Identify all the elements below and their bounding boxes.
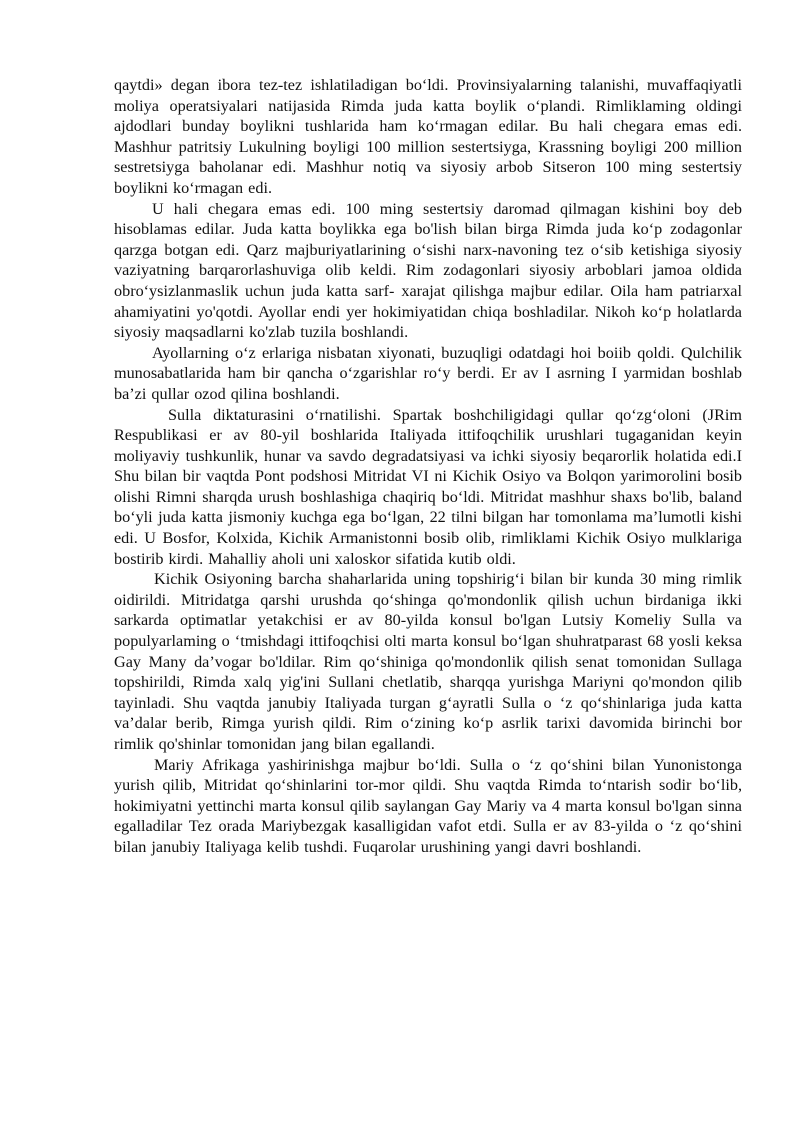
paragraph-4: Sulla diktaturasini o‘rnatilishi. Spartak boshchiligidagi qullar qo‘zg‘oloni (JRim Respublikasi er av 80-yil boshlarida Italiyada ittifoqchilik urushlari tugaganidan keyin moliyaviy tushkunlik, hunar va savdo degradatsiyasi va ichki siyosiy beqarorlik holatida edi.I Shu bilan bir vaqtda Pont podshosi Mitridat VI ni Kichik Osiyo va Bolqon yarimorolini bosib olishi Rimni sharqda urush boshlashiga chaqiriq bo‘ldi. Mitridat mashhur shaxs bo'lib, baland bo‘yli juda katta jismoniy kuchga ega bo‘lgan, 22 tilni bilgan har tomonlama ma’lumotli kishi edi. U Bosfor, Kolxida, Kichik Armanistonni bosib olib, rimliklami Kichik Osiyo mulklariga bostirib kirdi. Mahalliy aholi uni xaloskor sifatida kutib oldi. xyxy=(114,405,742,568)
paragraph-3: Ayollarning o‘z erlariga nisbatan xiyonati, buzuqligi odatdagi hoi boiib qoldi. Qulchilik munosabatlarida ham bir qancha o‘zgarishlar ro‘y berdi. Er av I asrning I yarmidan boshlab ba’zi qullar ozod qilina boshlandi. xyxy=(114,343,742,403)
paragraph-1: qaytdi» degan ibora tez-tez ishlatiladigan bo‘ldi. Provinsiyalarning talanishi, muvaffaqiyatli moliya operatsiyalari natijasida Rimda juda katta boylik o‘plandi. Rimliklaming oldingi ajdodlari bunday boylikni tushlarida ham ko‘rmagan edilar. Bu hali chegara emas edi. Mashhur patritsiy Lukulning boyligi 100 million sestertsiyga, Krassning boyligi 200 million sestretsiyga baholanar edi. Mashhur notiq va siyosiy arbob Sitseron 100 ming sestertsiy boylikni ko‘rmagan edi. xyxy=(114,76,742,197)
paragraph-6: Mariy Afrikaga yashirinishga majbur bo‘ldi. Sulla o ‘z qo‘shini bilan Yunonistonga yurish qilib, Mitridat qo‘shinlarini tor-mor qildi. Shu vaqtda Rimda to‘ntarish sodir bo‘lib, hokimiyatni yettinchi marta konsul qilib saylangan Gay Mariy va 4 marta konsul bo'lgan sinna egalladilar Tez orada Mariybezgak kasalligidan vafot etdi. Sulla er av 83-yilda o ‘z qo‘shini bilan janubiy Italiyaga kelib tushdi. Fuqarolar urushining yangi davri boshlandi. xyxy=(114,755,742,856)
paragraph-5: Kichik Osiyoning barcha shaharlarida uning topshirig‘i bilan bir kunda 30 ming rimlik oidirildi. Mitridatga qarshi urushda qo‘shinga qo'mondonlik qilish uchun birdaniga ikki sarkarda optimatlar yetakchisi er av 80-yilda konsul bo'lgan Lutsiy Komeliy Sulla va populyarlaming o ‘tmishdagi ittifoqchisi olti marta konsul bo‘lgan shuhratparast 68 yosli keksa Gay Many da’vogar bo'ldilar. Rim qo‘shiniga qo'mondonlik qilish senat tomonidan Sullaga topshirildi, Rimda xalq yig'ini Sullani chetlatib, sharqqa yurishga Mariyni qo'mondon qilib tayinladi. Shu vaqtda janubiy Italiyada turgan g‘ayratli Sulla o ‘z qo‘shinlariga juda katta va’dalar berib, Rimga yurish qildi. Rim o‘zining ko‘p asrlik tarixi davomida birinchi bor rimlik qo'shinlar tomonidan jang bilan egallandi. xyxy=(114,570,742,753)
document-page xyxy=(114,75,742,858)
paragraph-2: U hali chegara emas edi. 100 ming sestertsiy daromad qilmagan kishini boy deb hisoblamas edilar. Juda katta boylikka ega bo'lish bilan birga Rimda juda ko‘p zodagonlar qarzga botgan edi. Qarz majburiyatlarining o‘sishi narx-navoning tez o‘sib ketishiga siyosiy vaziyatning barqarorlashuviga olib keldi. Rim zodagonlari siyosiy arboblari jamoa oldida obro‘ysizlanmaslik uchun juda katta sarf- xarajat qilishga majbur edilar. Oila ham patriarxal ahamiyatini yo'qotdi. Ayollar endi yer hokimiyatidan chiqa boshladilar. Nikoh ko‘p holatlarda siyosiy maqsadlarni ko'zlab tuzila boshlandi. xyxy=(114,199,742,342)
